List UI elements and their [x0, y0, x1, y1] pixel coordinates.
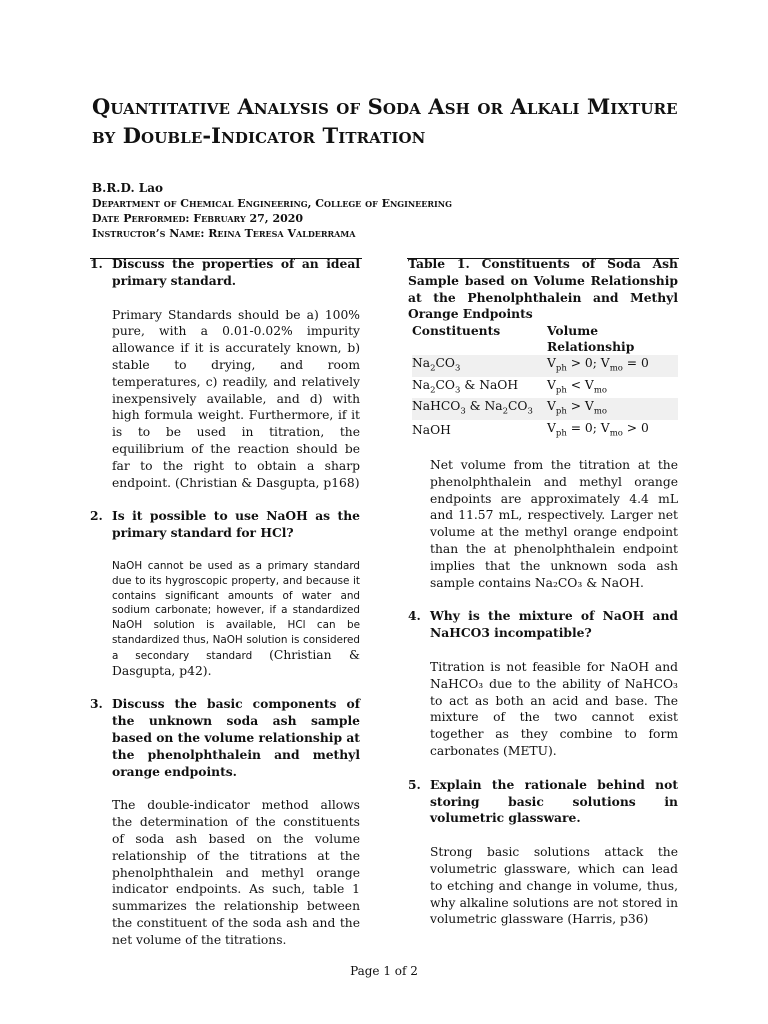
table-cell-relationship: $V_{ph} > 0$; $V_{mo} = 0$ — [547, 355, 678, 376]
header-constituents: Constituents — [412, 323, 501, 339]
question-number: 5. — [408, 776, 421, 792]
constituents-table — [412, 323, 678, 441]
answer-2 — [112, 559, 360, 679]
answer-text: NaOH cannot be used as a primary standard due to its hygroscopic property, and because it contains significant amounts of water and sodium carbonate; however, if a standardized NaOH solution is available, HCl can be standardized thus, NaOH solution is considered a secondary standard — [112, 559, 360, 662]
question-3 — [90, 696, 360, 780]
table-row — [412, 420, 678, 441]
question-5 — [408, 777, 678, 827]
table-cell-constituent: $Na_2CO_3$ & NaOH — [412, 377, 519, 396]
table-caption: Table 1. Constituents of Soda Ash Sample based on Volume Relationship at the Phenolphthalein and Methyl Orange Endpoints — [408, 256, 678, 322]
question-text: Discuss the properties of an ideal primary standard. — [112, 256, 360, 288]
question-number: 2. — [90, 508, 103, 524]
table-row — [412, 377, 678, 398]
author-meta — [92, 196, 452, 241]
page-number: Page 1 of 2 — [350, 964, 418, 978]
header-volume-relationship: Volume Relationship — [547, 323, 635, 355]
question-2 — [90, 508, 360, 542]
question-4 — [408, 608, 678, 642]
right-column — [408, 256, 678, 928]
table-cell-constituent: NaHCO$_3$ & $Na_2CO_3$ — [412, 398, 547, 419]
table-row — [412, 355, 678, 376]
question-text: Why is the mixture of NaOH and NaHCO3 incompatible? — [430, 608, 678, 641]
question-text: Is it possible to use NaOH as the primary standard for HCl? — [112, 508, 360, 541]
table-header-row — [412, 323, 678, 355]
question-number: 3. — [90, 696, 103, 712]
question-number: 1. — [90, 256, 103, 271]
author-name: B.R.D. Lao — [92, 181, 164, 195]
department-line: Department of Chemical Engineering, College of Engineering — [92, 197, 452, 210]
citation: (Christian & Dasgupta, p42). — [112, 647, 360, 678]
question-1 — [90, 256, 360, 290]
answer-3: The double-indicator method allows the determination of the constituents of soda ash based on the volume relationship of the titrations at the phenolphthalein and methyl orange indicator endpoints. As such, table 1 summarizes the relationship between the constituent of the soda ash and the net volume of the titrations. — [112, 798, 360, 947]
table-cell-relationship: $V_{ph} > V_{mo}$ — [547, 398, 678, 419]
table-cell-relationship: $V_{ph} < V_{mo}$ — [547, 377, 608, 396]
table-cell-constituent: NaOH — [412, 423, 451, 438]
question-text: Explain the rationale behind not storing basic solutions in volumetric glassware. — [430, 776, 678, 826]
answer-1: Primary Standards should be a) 100% pure, with a 0.01-0.02% impurity allowance if it is accurately known, b) stable to drying, and room temperatures, c) readily, and relatively inexpensively available, and d) with high formula weight. Furthermore, if it is to be used in titration, the equilibrium of the reaction should be far to the right to obtain a sharp endpoint. (Christian & Dasgupta, p168) — [112, 307, 360, 490]
left-column — [90, 256, 360, 948]
table-cell-relationship: $V_{ph} = 0$; $V_{mo} > 0$ — [547, 420, 649, 438]
answer-4: Titration is not feasible for NaOH and NaHCO₃ due to the ability of NaHCO₃ to act as both an acid and base. The mixture of the two cannot exist together as they combine to form carbonates (METU). — [430, 659, 678, 758]
answer-5: Strong basic solutions attack the volumetric glassware, which can lead to etching and change in volume, thus, why alkaline solutions are not stored in volumetric glassware (Harris, p36) — [430, 845, 678, 927]
page-title: Quantitative Analysis of Soda Ash or Alkali Mixture by Double-Indicator Titration — [92, 94, 678, 148]
question-number: 4. — [408, 608, 421, 624]
date-line: Date Performed: February 27, 2020 — [92, 212, 304, 225]
question-text: Discuss the basic components of the unknown soda ash sample based on the volume relationship at the phenolphthalein and methyl orange endpoints. — [112, 696, 360, 779]
table-row — [412, 398, 678, 419]
table-cell-constituent: $Na_2CO_3$ — [412, 355, 547, 376]
instructor-line: Instructor’s Name: Reina Teresa Valderrama — [92, 227, 356, 240]
net-volume-paragraph: Net volume from the titration at the phenolphthalein and methyl orange endpoints are approximately 4.4 mL and 11.57 mL, respectively. Larger net volume at the methyl orange endpoint than the at phenolphthalein endpoint implies that the unknown soda ash sample contains Na₂CO₃ & NaOH. — [430, 458, 678, 590]
